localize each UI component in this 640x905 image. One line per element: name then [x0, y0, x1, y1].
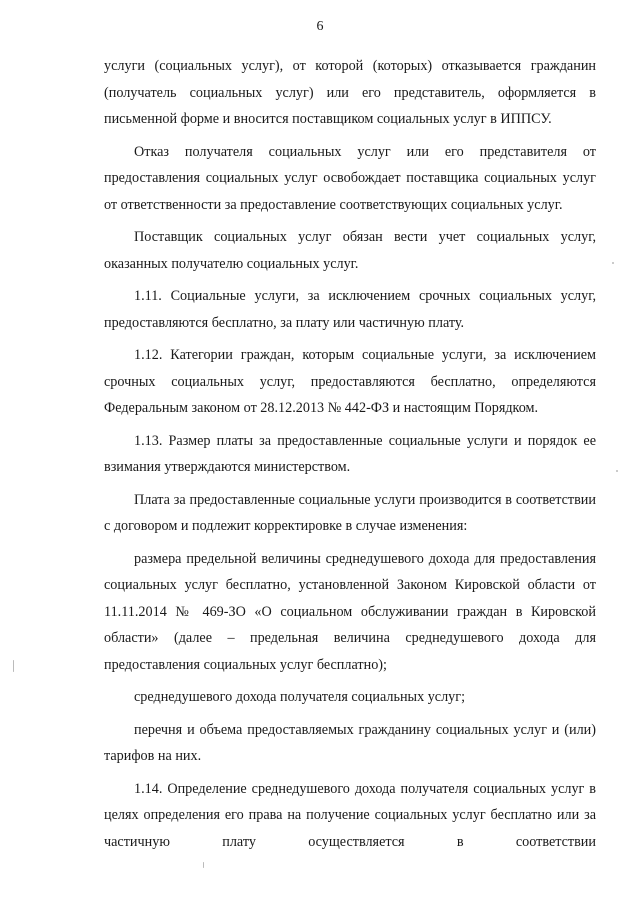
scan-speck — [13, 660, 14, 672]
list-item-average-income: среднедушевого дохода получателя социальных услуг; — [134, 689, 466, 705]
paragraph-refusal-effect: Отказ получателя социальных услуг или его представителя от предоставления социальных услуг освобождает поставщика социальных услуг от ответственности за предоставление соответствующих социальных услуг. — [104, 143, 596, 213]
paragraph-1-12: 1.12. Категории граждан, которым социальные услуги, за исключением срочных социальных услуг, предоставляются бесплатно, определяются Федеральным законом от 28.12.2013 № 442-ФЗ и настоящим Порядком. — [104, 347, 596, 416]
paragraph-1-11: 1.11. Социальные услуги, за исключением срочных социальных услуг, предоставляются бесплатно, за плату или частичную плату. — [104, 288, 596, 331]
scan-speck — [612, 262, 614, 264]
scan-speck — [203, 862, 204, 868]
paragraph-accounting: Поставщик социальных услуг обязан вести учет социальных услуг, оказанных получателю социальных услуг. — [104, 229, 596, 272]
paragraph-1-14: 1.14. Определение среднедушевого дохода получателя социальных услуг в целях определения его права на получение социальных услуг бесплатно или за частичную плату осуществляется в соответствии — [104, 780, 596, 850]
paragraph-payment: Плата за предоставленные социальные услуги производится в соответствии с договором и подлежит корректировке в случае изменения: — [104, 491, 596, 534]
page-number: 6 — [316, 19, 324, 34]
document-body — [104, 53, 596, 861]
scan-speck — [616, 470, 618, 472]
list-item-income-limit: размера предельной величины среднедушевого дохода для предоставления социальных услуг бесплатно, установленной Законом Кировской области от 11.11.2014 № 469-ЗО «О социальном обслуживании граждан в Кировской области» (далее – предельная величина среднедушевого дохода для предоставления социальных услуг бесплатно); — [104, 550, 596, 673]
paragraph-1-13: 1.13. Размер платы за предоставленные социальные услуги и порядок ее взимания утверждаются министерством. — [104, 432, 596, 475]
list-item-services-volume: перечня и объема предоставляемых гражданину социальных услуг и (или) тарифов на них. — [104, 721, 596, 764]
paragraph-refusal-continuation: услуги (социальных услуг), от которой (которых) отказывается гражданин (получатель социальных услуг) или его представитель, оформляется в письменной форме и вносится поставщиком социальных услуг в ИППСУ. — [104, 58, 596, 127]
